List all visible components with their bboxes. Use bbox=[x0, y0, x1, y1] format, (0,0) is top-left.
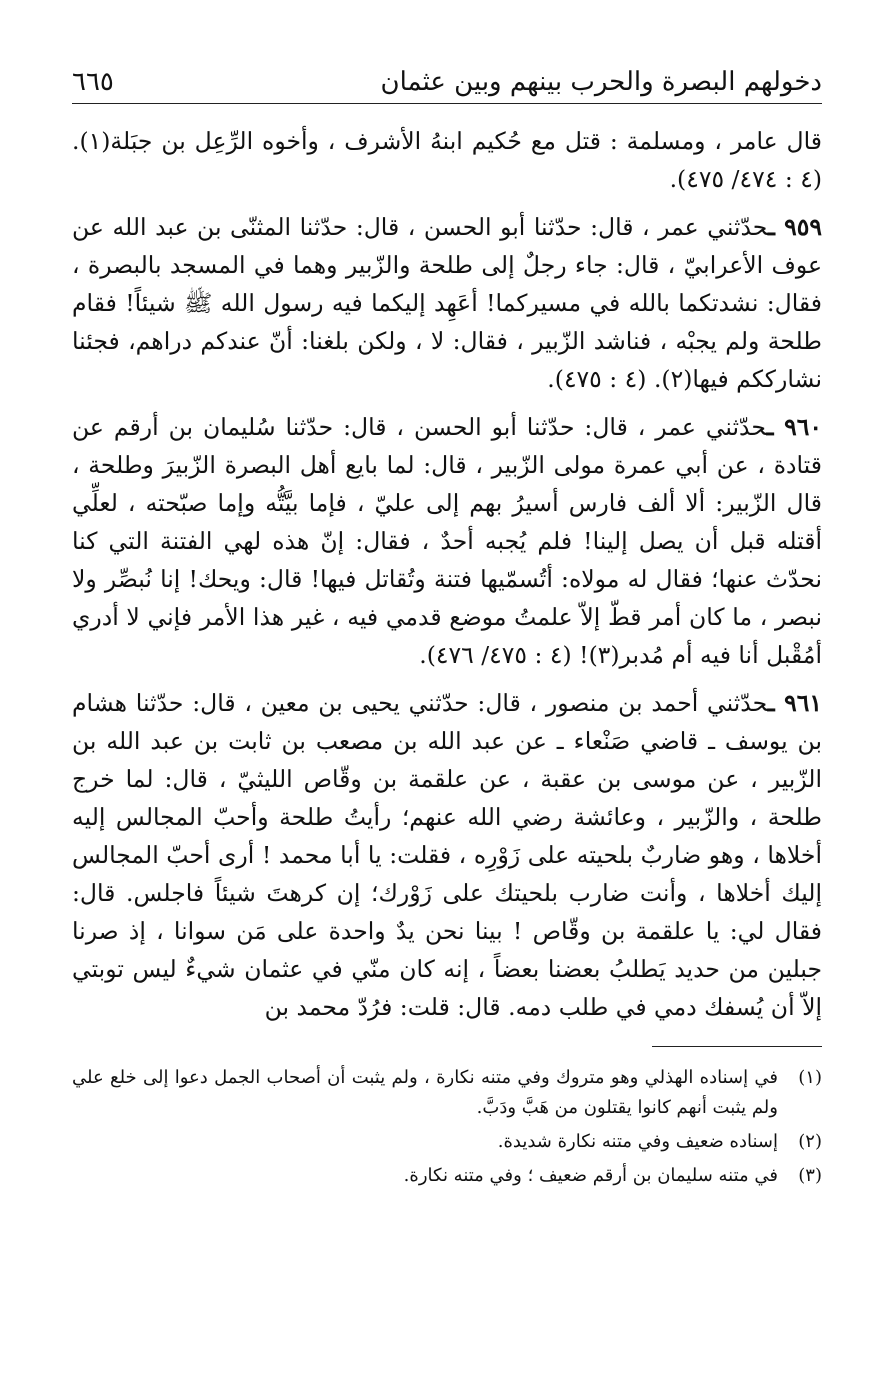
narration-number: ٩٥٩ ـ bbox=[767, 213, 822, 241]
page-header bbox=[72, 60, 822, 104]
footnote-mark: (٣) bbox=[798, 1165, 822, 1186]
footnote-item bbox=[72, 1127, 822, 1157]
footnote-mark: (٢) bbox=[798, 1131, 822, 1152]
paragraph-text: قال عامر ، ومسلمة : قتل مع حُكيم ابنهُ الأشرف ، وأخوه الرِّعِل بن جبَلة(١). bbox=[72, 127, 822, 155]
paragraph-text: حدّثني عمر ، قال: حدّثنا أبو الحسن ، قال: حدّثنا سُليمان بن أرقم عن قتادة ، عن أبي عمرة مولى الزّبير ، قال: لما بايع أهل البصرة الزّبيرَ وطلحة ، قال الزّبير: ألا ألف فارس أسيرُ بهم إلى عليّ ، فإما بيَّتُّه وإما صبّحته ، لعلِّي أقتله قبل أن يصل إلينا! فلم يُجبه أحدٌ ، فقال: إنّ هذه لهي الفتنة التي كنا نحدّث عنها؛ فقال له مولاه: أتُسمّيها فتنة وتُقاتل فيها! قال: ويحك! إنا نُبصِّر ولا نبصر ، ما كان أمر قطّ إلاّ علمتُ موضع قدمي فيه ، غير هذا الأمر فإني لا أدري أمُقْبل أنا فيه أم مُدبر(٣)! bbox=[72, 413, 822, 669]
source-reference: (٤ : ٤٧٥/ ٤٧٦). bbox=[419, 641, 572, 669]
paragraph-text: حدّثني عمر ، قال: حدّثنا أبو الحسن ، قال: حدّثنا المثنّى بن عبد الله عن عوف الأعرابيّ ، قال: جاء رجلٌ إلى طلحة والزّبير وهما في المسجد بالبصرة ، فقال: نشدتكما بالله في مسيركما! أعَهِد إليكما فيه رسول الله ﷺ شيئاً! فقام طلحة ولم يجبْه ، فناشد الزّبير ، فقال: لا ، ولكن بلغنا: أنّ عندكم دراهم، فجئنا نشارككم فيها(٢). bbox=[72, 213, 822, 393]
paragraph-intro bbox=[72, 122, 822, 198]
narration-number: ٩٦١ ـ bbox=[767, 689, 822, 717]
paragraph-961 bbox=[72, 684, 822, 1026]
footnote-item bbox=[72, 1063, 822, 1123]
paragraph-960 bbox=[72, 408, 822, 674]
narration-number: ٩٦٠ ـ bbox=[766, 413, 822, 441]
book-page bbox=[72, 60, 822, 1360]
paragraph-text: حدّثني أحمد بن منصور ، قال: حدّثني يحيى بن معين ، قال: حدّثنا هشام بن يوسف ـ قاضي صَنْعاء ـ عن عبد الله بن مصعب بن ثابت بن عبد الله بن الزّبير ، عن موسى بن عقبة ، عن علقمة بن وقّاص الليثيّ ، قال: لما خرج طلحة ، والزّبير ، وعائشة رضي الله عنهم؛ رأيتُ طلحة وأحبّ المجالس إليه أخلاها ، وهو ضاربٌ بلحيته على زَوْرِه ، فقلت: يا أبا محمد ! أرى أحبّ المجالس إليك أخلاها ، وأنت ضارب بلحيتك على زَوْرك؛ إن كرهتَ شيئاً فاجلس. قال: فقال لي: يا علقمة بن وقّاص ! بينا نحن يدٌ واحدة على مَن سوانا ، إذ صرنا جبلين من حديد يَطلبُ بعضنا بعضاً ، إنه كان منّي في عثمان شيءٌ ليس توبتي إلاّ أن يُسفك دمي في طلب دمه. قال: قلت: فرُدّ محمد بن bbox=[72, 689, 822, 1021]
source-reference: (٤ : ٤٧٥). bbox=[547, 365, 647, 393]
footnotes bbox=[72, 1063, 822, 1191]
running-title: دخولهم البصرة والحرب بينهم وبين عثمان bbox=[380, 67, 822, 97]
paragraph-959 bbox=[72, 208, 822, 398]
footnote-divider bbox=[652, 1046, 822, 1047]
page-number: ٦٦٥ bbox=[72, 67, 114, 97]
footnote-item bbox=[72, 1161, 822, 1191]
footnote-text: في متنه سليمان بن أرقم ضعيف ؛ وفي متنه نكارة. bbox=[403, 1165, 778, 1186]
source-reference: (٤ : ٤٧٤/ ٤٧٥). bbox=[669, 165, 822, 193]
footnote-mark: (١) bbox=[798, 1067, 822, 1088]
main-text bbox=[72, 122, 822, 1026]
footnote-text: إسناده ضعيف وفي متنه نكارة شديدة. bbox=[497, 1131, 778, 1152]
footnote-text: في إسناده الهذلي وهو متروك وفي متنه نكارة ، ولم يثبت أن أصحاب الجمل دعوا إلى خلع علي ولم يثبت أنهم كانوا يقتلون من هَبَّ ودَبَّ. bbox=[72, 1067, 778, 1118]
